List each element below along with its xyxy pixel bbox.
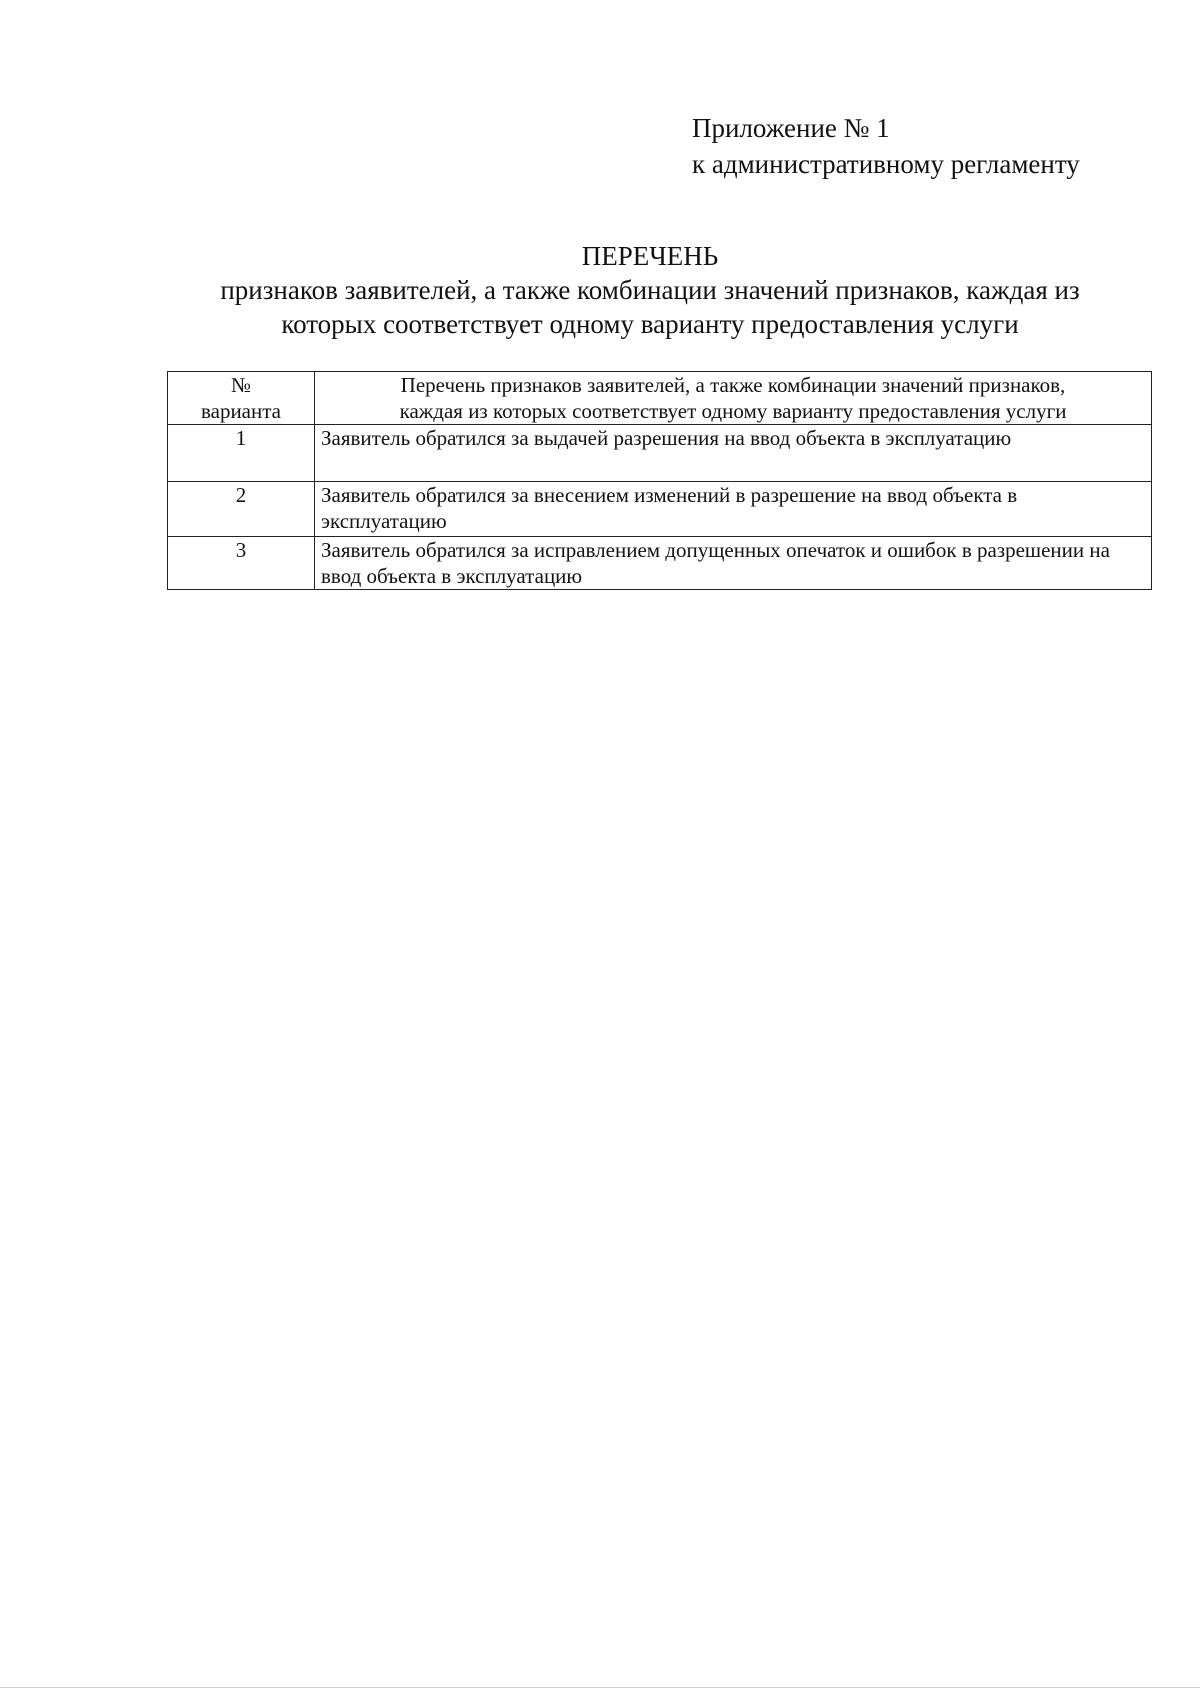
header-variant-number (168, 372, 315, 425)
variant-description: Заявитель обратился за внесением изменений в разрешение на ввод объекта в эксплуатацию (315, 482, 1152, 537)
header-criteria-list-line-1: Перечень признаков заявителей, а также комбинации значений признаков, (400, 373, 1066, 397)
table-row (168, 482, 1152, 537)
scan-edge-line (0, 1687, 1200, 1688)
document-subtitle-line-1: признаков заявителей, а также комбинации значений признаков, каждая из (220, 275, 1080, 305)
variant-number: 2 (168, 482, 315, 537)
document-title: ПЕРЕЧЕНЬ (581, 241, 719, 271)
header-variant-number-line-1: № (230, 373, 252, 397)
variant-number: 3 (168, 537, 315, 590)
appendix-number: Приложение № 1 (692, 113, 890, 143)
header-criteria-list-line-2: каждая из которых соответствует одному варианту предоставления услуги (399, 399, 1067, 423)
variant-description: Заявитель обратился за исправлением допущенных опечаток и ошибок в разрешении на ввод объекта в эксплуатацию (315, 537, 1152, 590)
table-header-row (168, 372, 1152, 425)
variant-number: 1 (168, 425, 315, 482)
table-row (168, 537, 1152, 590)
header-variant-number-line-2: варианта (200, 399, 281, 423)
appendix-header (692, 110, 1080, 182)
document-subtitle-line-2: которых соответствует одному варианту предоставления услуги (281, 309, 1019, 339)
variant-description: Заявитель обратился за выдачей разрешения на ввод объекта в эксплуатацию (315, 425, 1152, 482)
appendix-reference: к административному регламенту (692, 149, 1080, 179)
header-criteria-list (315, 372, 1152, 425)
variants-table (167, 371, 1152, 590)
table-row (168, 425, 1152, 482)
